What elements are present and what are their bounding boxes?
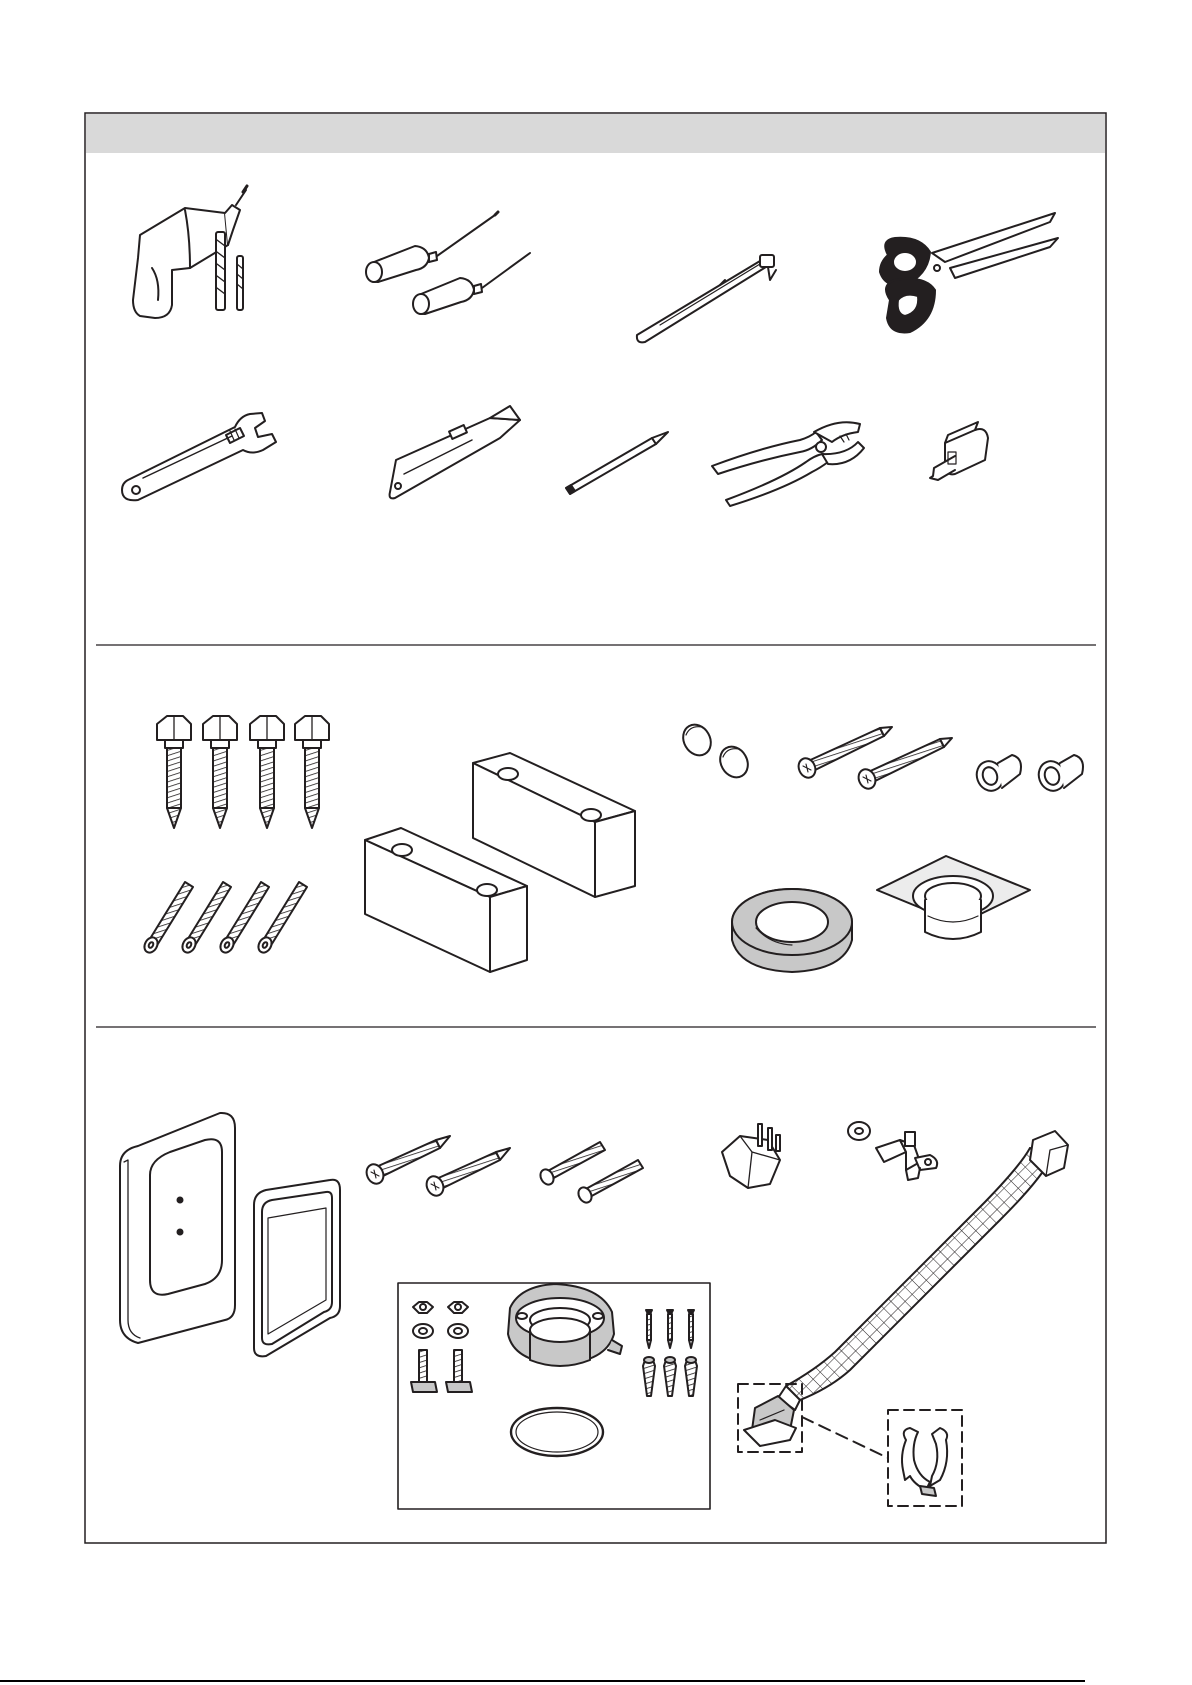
lag-bolts-icon [157, 716, 329, 828]
scissors-icon [880, 213, 1058, 332]
utility-knife-icon [390, 406, 520, 498]
header-band [86, 114, 1105, 153]
wood-blocks-icon [365, 753, 635, 972]
nuts-icon [413, 1302, 468, 1313]
o-ring-icon [511, 1408, 603, 1456]
tube-cutter-icon [637, 255, 776, 342]
wall-anchors-icon [142, 882, 307, 955]
screws-icon [364, 1136, 510, 1198]
closet-flange-kit-icon [398, 1283, 710, 1509]
screwdrivers-icon [366, 212, 530, 314]
angle-valve-icon [848, 1122, 937, 1180]
cover-plate-icon [254, 1180, 340, 1357]
wood-screws-icon [796, 727, 952, 791]
flange-bolts-icon [411, 1350, 472, 1392]
small-screws-icon [646, 1310, 694, 1348]
braided-supply-hose-icon [778, 1131, 1068, 1410]
wax-ring-icon [732, 889, 852, 972]
wall-plate-icon [120, 1113, 235, 1343]
page-footer-rule [0, 1680, 1085, 1682]
hose-clip-icon [888, 1410, 962, 1506]
power-plug-icon [722, 1124, 780, 1188]
tape-measure-icon [930, 422, 988, 480]
screw-caps-icon [678, 720, 754, 783]
pencil-icon [566, 432, 668, 494]
power-drill-icon [133, 186, 247, 318]
pliers-icon [712, 422, 864, 506]
pipe-adapters-icon [973, 755, 1083, 795]
washers-icon [413, 1324, 468, 1338]
floor-drain-flange-icon [877, 856, 1030, 939]
detail-leader-line [802, 1417, 888, 1458]
small-anchors-icon [643, 1357, 697, 1396]
closet-flange-icon [508, 1284, 622, 1366]
anchors-icon [538, 1142, 643, 1205]
adjustable-wrench-icon [122, 413, 276, 500]
